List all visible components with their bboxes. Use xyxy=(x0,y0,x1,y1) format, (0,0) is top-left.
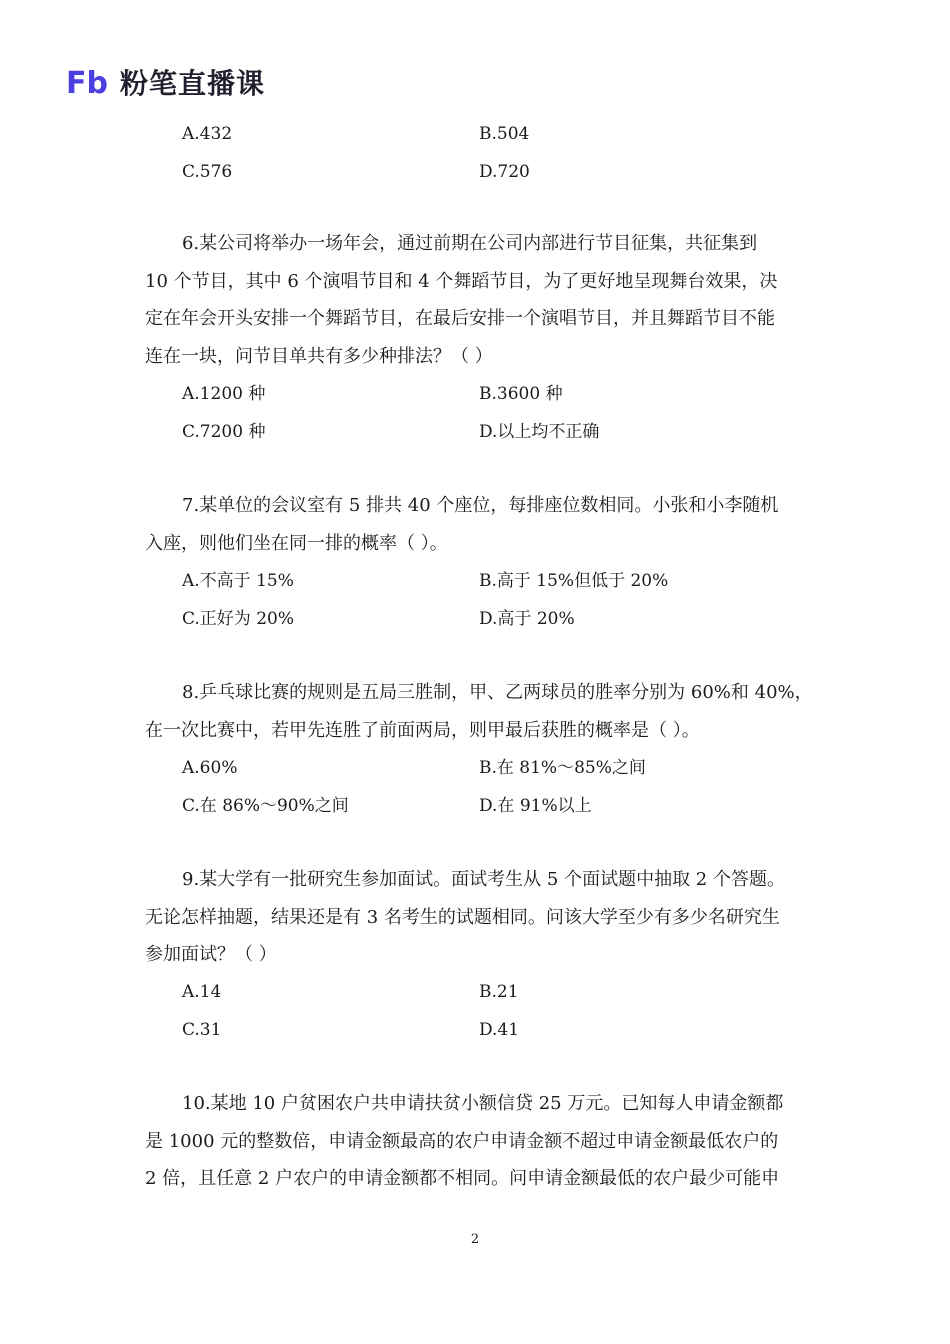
q5-option-c: C.576 xyxy=(182,162,233,182)
q9-stem-line-1: 9.某大学有一批研究生参加面试。面试考生从 5 个面试题中抽取 2 个答题。 xyxy=(182,869,785,890)
q9-option-a: A.14 xyxy=(182,982,222,1002)
q8-option-c: C.在 86%～90%之间 xyxy=(182,796,349,816)
q8-option-a: A.60% xyxy=(182,758,238,778)
q7-option-a: A.不高于 15% xyxy=(182,571,294,591)
svg-text:Fb: Fb xyxy=(66,66,108,99)
q5-option-b: B.504 xyxy=(479,124,530,144)
q5-option-d: D.720 xyxy=(479,162,530,182)
q6-stem-line-4: 连在一块，问节目单共有多少种排法？（ ） xyxy=(145,346,493,367)
q5-option-a: A.432 xyxy=(182,124,233,144)
q6-option-b: B.3600 种 xyxy=(479,384,563,404)
q7-option-d: D.高于 20% xyxy=(479,609,575,629)
q9-option-b: B.21 xyxy=(479,982,519,1002)
q10-stem-line-1: 10.某地 10 户贫困农户共申请扶贫小额信贷 25 万元。已知每人申请金额都 xyxy=(182,1093,784,1114)
q7-stem-line-2: 入座，则他们坐在同一排的概率（ ）。 xyxy=(145,533,448,554)
q7-option-c: C.正好为 20% xyxy=(182,609,294,629)
q9-option-c: C.31 xyxy=(182,1020,222,1040)
q8-option-d: D.在 91%以上 xyxy=(479,796,592,816)
logo-text: 粉笔直播课 xyxy=(120,67,266,100)
q9-stem-line-3: 参加面试？（ ） xyxy=(145,944,277,965)
page-number: 2 xyxy=(470,1232,480,1247)
q7-stem-line-1: 7.某单位的会议室有 5 排共 40 个座位，每排座位数相同。小张和小李随机 xyxy=(182,495,779,516)
q10-stem-line-2: 是 1000 元的整数倍，申请金额最高的农户申请金额不超过申请金额最低农户的 xyxy=(145,1131,779,1152)
fb-logo-icon xyxy=(66,65,114,99)
q8-stem-line-1: 8.乒乓球比赛的规则是五局三胜制，甲、乙两球员的胜率分别为 60%和 40%， xyxy=(182,682,813,703)
q8-stem-line-2: 在一次比赛中，若甲先连胜了前面两局，则甲最后获胜的概率是（ ）。 xyxy=(145,720,700,741)
q6-stem-line-1: 6.某公司将举办一场年会，通过前期在公司内部进行节目征集，共征集到 xyxy=(182,233,758,254)
q6-stem-line-3: 定在年会开头安排一个舞蹈节目，在最后安排一个演唱节目，并且舞蹈节目不能 xyxy=(145,308,775,329)
q6-option-a: A.1200 种 xyxy=(182,384,266,404)
q6-option-d: D.以上均不正确 xyxy=(479,422,600,442)
q10-stem-line-3: 2 倍，且任意 2 户农户的申请金额都不相同。问申请金额最低的农户最少可能申 xyxy=(145,1168,780,1189)
q7-option-b: B.高于 15%但低于 20% xyxy=(479,571,669,591)
q6-option-c: C.7200 种 xyxy=(182,422,266,442)
logo xyxy=(66,62,265,102)
q9-stem-line-2: 无论怎样抽题，结果还是有 3 名考生的试题相同。问该大学至少有多少名研究生 xyxy=(145,907,780,928)
q8-option-b: B.在 81%～85%之间 xyxy=(479,758,646,778)
q6-stem-line-2: 10 个节目，其中 6 个演唱节目和 4 个舞蹈节目，为了更好地呈现舞台效果，决 xyxy=(145,271,778,292)
q9-option-d: D.41 xyxy=(479,1020,520,1040)
